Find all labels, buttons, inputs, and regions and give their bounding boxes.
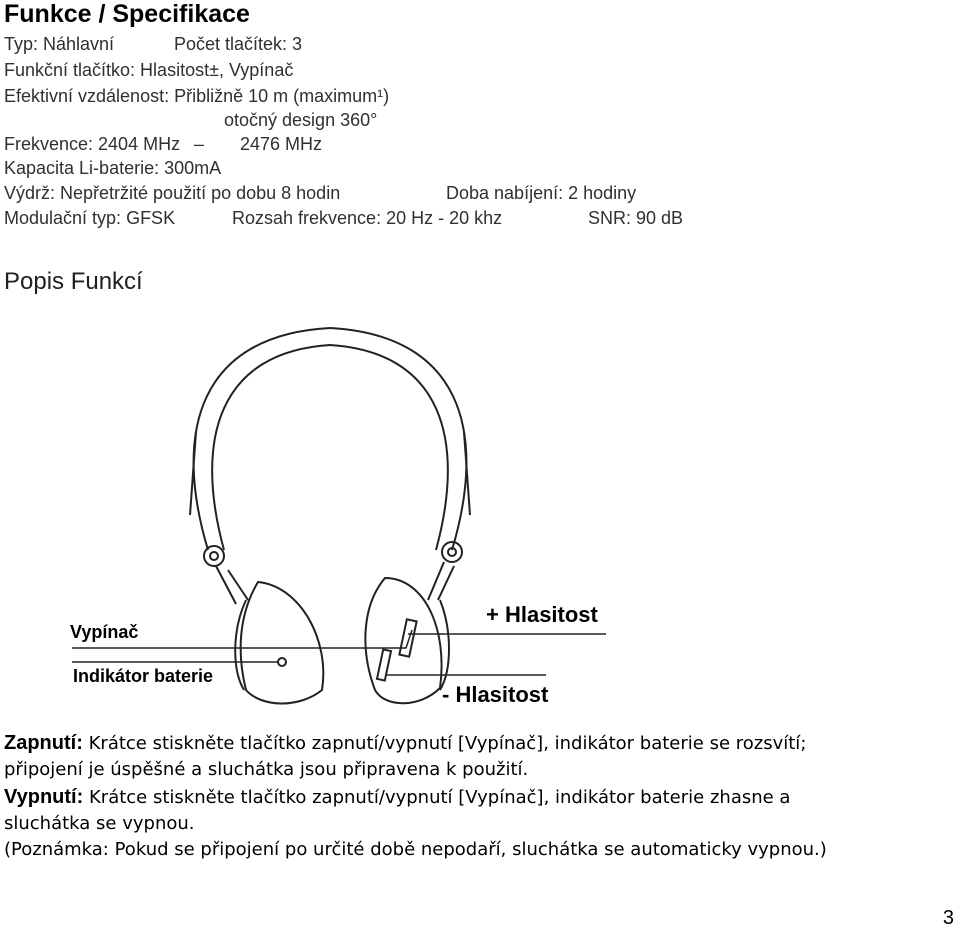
spec-frequency-start: Frekvence: 2404 MHz — [4, 134, 181, 154]
spec-charging: Doba nabíjení: 2 hodiny — [446, 183, 637, 203]
power-off-line — [4, 786, 790, 809]
headband-right-strip — [464, 432, 470, 515]
power-off-text-2: sluchátka se vypnou. — [4, 813, 195, 834]
label-volume-down: - Hlasitost — [442, 682, 549, 707]
volume-up-button — [399, 619, 416, 656]
power-off-label: Vypnutí: — [4, 786, 84, 808]
left-hinge — [204, 546, 224, 566]
power-on-label: Zapnutí: — [4, 732, 83, 754]
battery-indicator-dot — [278, 658, 286, 666]
spec-buttons: Počet tlačítek: 3 — [174, 34, 303, 54]
page-number: 3 — [942, 907, 954, 929]
power-on-line — [4, 732, 806, 755]
left-earcup — [241, 582, 324, 704]
power-off-text: Krátce stiskněte tlačítko zapnutí/vypnutí [Vypínač], indikátor baterie zhasne a — [88, 787, 791, 808]
spec-battery: Kapacita Li-baterie: 300mA — [4, 158, 222, 178]
spec-freq-range: Rozsah frekvence: 20 Hz - 20 khz — [232, 208, 503, 228]
headband-inner — [212, 345, 448, 550]
section-title: Popis Funkcí — [4, 268, 143, 295]
auto-off-note: (Poznámka: Pokud se připojení po určité době nepodaří, sluchátka se automaticky vypnou.) — [4, 839, 827, 860]
spec-type: Typ: Náhlavní — [4, 34, 115, 54]
label-battery-indicator: Indikátor baterie — [73, 666, 214, 686]
volume-down-button — [377, 649, 391, 680]
spec-frequency-end: 2476 MHz — [240, 134, 323, 154]
spec-modulation: Modulační typ: GFSK — [4, 208, 176, 228]
spec-rotation: otočný design 360° — [224, 110, 378, 130]
headband-left-strip — [190, 432, 196, 515]
spec-snr: SNR: 90 dB — [588, 208, 684, 228]
page-title: Funkce / Specifikace — [4, 0, 250, 28]
label-power: Vypínač — [70, 622, 139, 642]
power-on-text: Krátce stiskněte tlačítko zapnutí/vypnutí [Vypínač], indikátor baterie se rozsvítí; — [88, 733, 807, 754]
spec-frequency-dash: – — [194, 134, 205, 154]
spec-function-buttons: Funkční tlačítko: Hlasitost±, Vypínač — [4, 60, 294, 80]
power-on-text-2: připojení je úspěšné a sluchátka jsou připravena k použití. — [4, 759, 529, 780]
spec-range: Efektivní vzdálenost: Přibližně 10 m (maximum¹) — [4, 86, 390, 106]
spec-endurance: Výdrž: Nepřetržité použití po dobu 8 hodin — [4, 183, 341, 203]
left-yoke — [216, 566, 236, 604]
label-volume-up: + Hlasitost — [486, 602, 598, 627]
right-hinge — [442, 542, 462, 562]
headband-outer — [194, 328, 467, 550]
